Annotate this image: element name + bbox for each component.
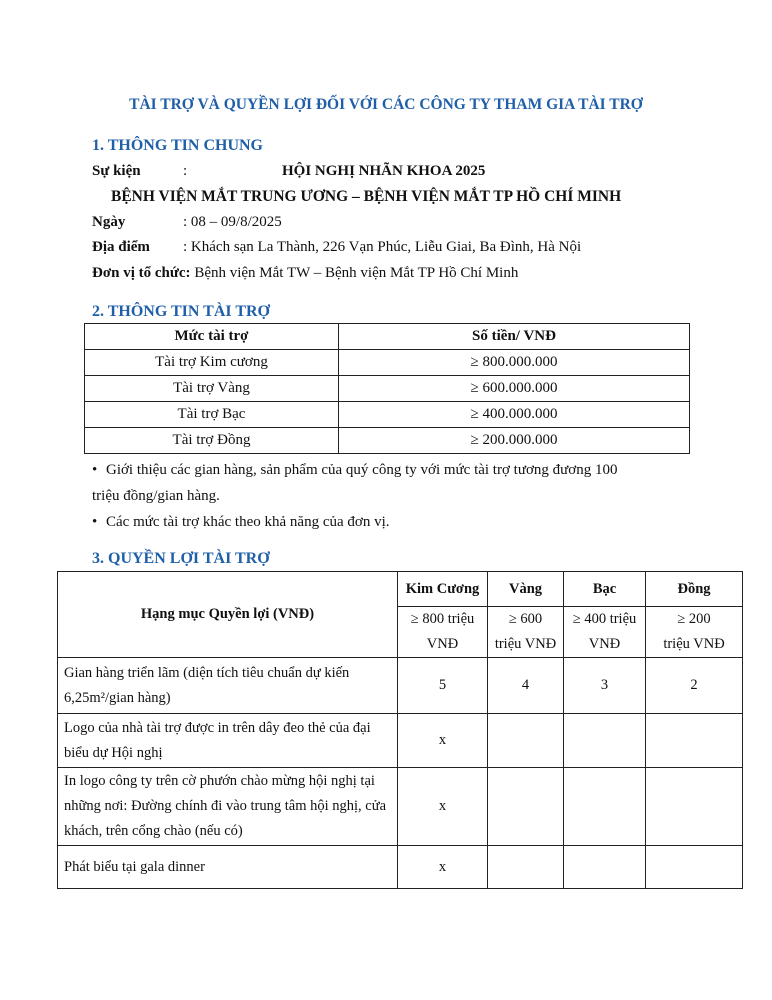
tier-name: Kim Cương <box>398 572 488 607</box>
benefit-line: biểu dự Hội nghị <box>64 744 163 761</box>
bullet-icon: • <box>92 514 98 530</box>
tier-amount-line: triệu VNĐ <box>494 636 557 652</box>
tier-amount <box>488 607 564 658</box>
table-row <box>58 768 743 846</box>
amount-cell: ≥ 600.000.000 <box>339 376 690 402</box>
bullet-booth-intro <box>92 457 617 483</box>
benefit-value <box>564 846 646 889</box>
benefit-line: Logo của nhà tài trợ được in trên dây đeo thẻ của đại <box>64 719 371 736</box>
table-row <box>58 846 743 889</box>
tier-amount-line: VNĐ <box>588 636 621 652</box>
venue-label: Địa điểm <box>92 239 150 255</box>
level-cell: Tài trợ Vàng <box>85 376 339 402</box>
table-row <box>58 714 743 768</box>
table-row <box>85 350 690 376</box>
tier-amount-line: ≥ 800 triệu <box>410 611 475 627</box>
tier-amount <box>646 607 743 658</box>
date-label: Ngày <box>92 214 126 230</box>
benefit-value: 3 <box>564 658 646 714</box>
amount-cell: ≥ 800.000.000 <box>339 350 690 376</box>
section1-heading: 1. THÔNG TIN CHUNG <box>92 137 263 154</box>
benefit-value: 2 <box>646 658 743 714</box>
level-cell: Tài trợ Bạc <box>85 402 339 428</box>
section3-heading: 3. QUYỀN LỢI TÀI TRỢ <box>92 550 270 567</box>
col-amount-header: Số tiền/ VNĐ <box>339 324 690 350</box>
sponsorship-levels-table <box>84 323 690 454</box>
tier-name: Đồng <box>646 572 743 607</box>
event-colon: : <box>183 163 188 179</box>
benefit-value <box>646 846 743 889</box>
tier-amount <box>564 607 646 658</box>
bullet-booth-intro-cont: triệu đồng/gian hàng. <box>92 488 220 504</box>
col-level-header: Mức tài trợ <box>85 324 339 350</box>
date-value: : 08 – 09/8/2025 <box>183 214 282 230</box>
organizer-line <box>92 265 518 282</box>
level-cell: Tài trợ Kim cương <box>85 350 339 376</box>
amount-cell: ≥ 400.000.000 <box>339 402 690 428</box>
benefit-value <box>488 768 564 846</box>
benefit-description <box>58 768 398 846</box>
document-title: TÀI TRỢ VÀ QUYỀN LỢI ĐỐI VỚI CÁC CÔNG TY THAM GIA TÀI TRỢ <box>129 96 643 113</box>
tier-name: Vàng <box>488 572 564 607</box>
benefit-value: 5 <box>398 658 488 714</box>
bullet-text: Giới thiệu các gian hàng, sản phẩm của quý công ty với mức tài trợ tương đương 100 <box>106 462 618 478</box>
bullet-text: Các mức tài trợ khác theo khả năng của đơn vị. <box>106 514 390 530</box>
tier-amount <box>398 607 488 658</box>
benefit-value <box>646 768 743 846</box>
benefit-line: 6,25m²/gian hàng) <box>64 689 171 706</box>
tier-name-row <box>58 572 743 607</box>
benefit-description <box>58 846 398 889</box>
tier-amount-line: ≥ 600 <box>508 611 543 627</box>
tier-amount-line: ≥ 200 <box>677 611 711 627</box>
benefit-value <box>564 768 646 846</box>
benefit-line: khách, trên cổng chào (nếu có) <box>64 823 243 839</box>
benefit-line: Phát biểu tại gala dinner <box>64 858 205 875</box>
benefit-value: x <box>398 714 488 768</box>
bullet-icon: • <box>92 462 98 478</box>
tier-amount-line: ≥ 400 triệu <box>572 611 637 627</box>
benefit-value <box>488 846 564 889</box>
event-label: Sự kiện <box>92 163 141 179</box>
benefit-value <box>564 714 646 768</box>
benefit-value <box>488 714 564 768</box>
venue-value: : Khách sạn La Thành, 226 Vạn Phúc, Liễu Giai, Ba Đình, Hà Nội <box>183 239 582 255</box>
tier-amount-line: VNĐ <box>426 636 459 652</box>
benefits-table <box>57 571 743 889</box>
benefit-value: x <box>398 768 488 846</box>
benefit-line: In logo công ty trên cờ phướn chào mừng hội nghị tại <box>64 773 375 789</box>
level-cell: Tài trợ Đồng <box>85 428 339 454</box>
category-header: Hạng mục Quyền lợi (VNĐ) <box>58 572 398 658</box>
benefit-description <box>58 714 398 768</box>
table-header-row <box>85 324 690 350</box>
tier-amount-line: triệu VNĐ <box>663 636 725 652</box>
hospitals-line: BỆNH VIỆN MẮT TRUNG ƯƠNG – BỆNH VIỆN MẮT TP HỒ CHÍ MINH <box>111 188 622 205</box>
benefit-line: những nơi: Đường chính đi vào trung tâm hội nghị, cửa <box>64 798 387 814</box>
tier-name: Bạc <box>564 572 646 607</box>
benefit-value: x <box>398 846 488 889</box>
benefit-description <box>58 658 398 714</box>
bullet-other-levels <box>92 509 389 535</box>
table-row <box>85 428 690 454</box>
benefit-value: 4 <box>488 658 564 714</box>
section2-heading: 2. THÔNG TIN TÀI TRỢ <box>92 303 270 320</box>
organizer-label: Đơn vị tổ chức: <box>92 265 191 281</box>
event-name: HỘI NGHỊ NHÃN KHOA 2025 <box>282 163 486 179</box>
table-row <box>85 376 690 402</box>
table-row <box>58 658 743 714</box>
organizer-value: Bệnh viện Mắt TW – Bệnh viện Mắt TP Hồ Chí Minh <box>190 265 519 281</box>
table-row <box>85 402 690 428</box>
amount-cell: ≥ 200.000.000 <box>339 428 690 454</box>
benefit-value <box>646 714 743 768</box>
benefit-line: Gian hàng triển lãm (diện tích tiêu chuẩn dự kiến <box>64 664 350 681</box>
